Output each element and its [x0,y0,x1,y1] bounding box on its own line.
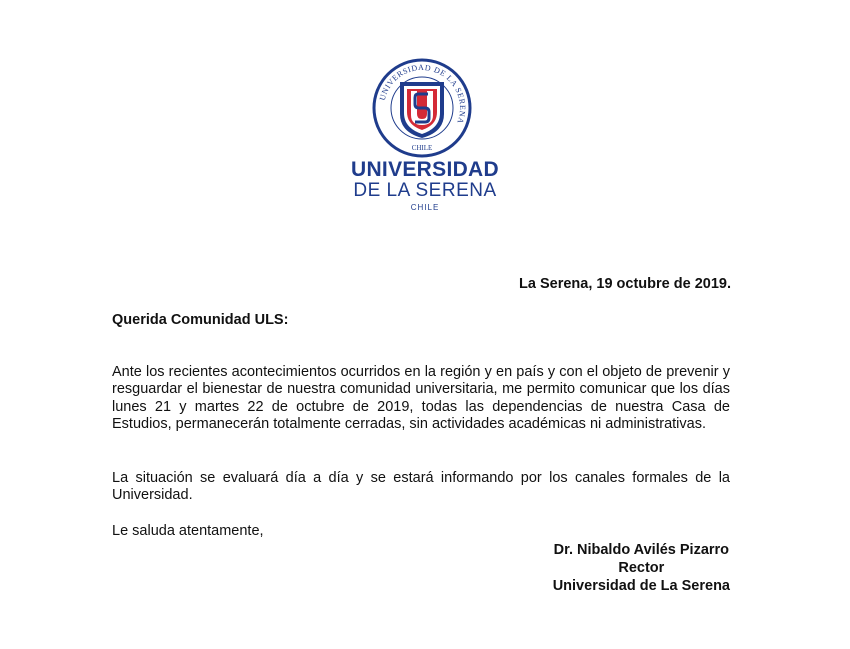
wordmark-chile: CHILE [410,203,440,212]
wordmark-de-la-serena: DE LA SERENA [353,180,497,201]
seal-bottom-text: CHILE [411,144,433,152]
letter-date: La Serena, 19 octubre de 2019. [519,276,731,292]
signature-title: Rector [618,560,665,576]
signature-name: Dr. Nibaldo Avilés Pizarro [553,542,730,558]
letter-greeting: Querida Comunidad ULS: [112,312,289,328]
letter-closing: Le saluda atentamente, [112,523,264,539]
seal-ring-text: UNIVERSIDAD DE LA SERENA [377,62,468,126]
letter-paragraph-1: Ante los recientes acontecimientos ocurridos en la región y en país y con el objeto de prevenir y resguardar el bienestar de nuestra comunidad universitaria, me permito comunicar que los días lunes 21 y martes 22 de octubre de 2019, todas las dependencias de nuestra Casa de Estudios, permanecerán totalmente cerradas, sin actividades académicas ni administrativas. [112,364,730,433]
signature-block [553,541,730,595]
wordmark-universidad: UNIVERSIDAD [351,158,499,181]
signature-institution: Universidad de La Serena [552,578,730,594]
letter-paragraph-2: La situación se evaluará día a día y se estará informando por los canales formales de la Universidad. [112,470,730,504]
university-seal-logo [372,58,472,158]
